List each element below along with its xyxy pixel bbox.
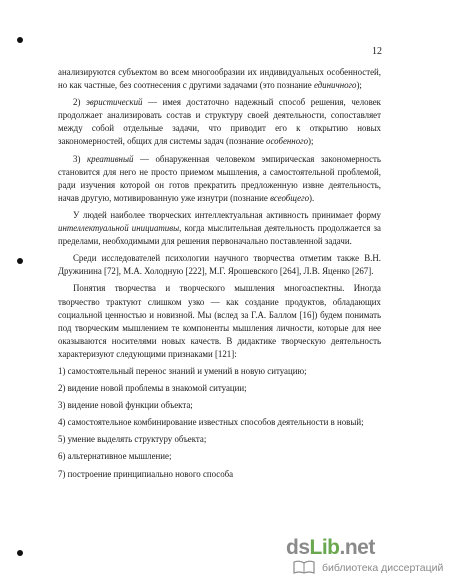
italic-term: особенного	[266, 136, 309, 147]
paragraph	[58, 209, 381, 248]
logo-lib: Lib	[309, 536, 340, 559]
watermark-subtitle: библиотека диссертаций	[322, 562, 444, 574]
text-run: — обнаруженная человеком эмпирическая закономерность становится для него не просто приемом мышления, а самостоятельной проблемой, ради изучения которой он готов прекратить предложенную извне деятельность, начав другую, мотивированную уже изнутри (познание	[58, 153, 381, 203]
text-run: Среди исследователей психологии научного творчества отметим также В.Н. Дружинина [72], М.А. Холодную [222], М.Г. Ярошевского [264], Л.В. Яценко [267].	[58, 253, 381, 277]
list-item: 5) умение выделять структуру объекта;	[58, 434, 207, 445]
text-run: ).	[309, 192, 315, 203]
punch-hole-bottom	[17, 550, 23, 556]
text-run: — имея достаточно надежный способ решения, человек продолжает анализировать состав и структуру своей деятельности, сопоставляет между собой отдельные задачи, что приводит его к открытию новых закономерностей, общих для системы задач (познание	[58, 97, 381, 147]
paragraph	[58, 282, 381, 361]
list-item: 4) самостоятельное комбинирование известных способов деятельности в новый;	[58, 417, 364, 428]
punch-hole-top	[17, 37, 23, 43]
list-item: 6) альтернативное мышление;	[58, 451, 172, 462]
list-item: 7) построение принципиально нового способа	[58, 468, 234, 479]
list-item: 2) видение новой проблемы в знакомой ситуации;	[58, 383, 247, 394]
text-run: );	[308, 136, 314, 147]
paragraph	[58, 96, 381, 148]
italic-term: креативный	[87, 153, 134, 164]
text-run: анализируются субъектом во всем многообразии их индивидуальных особенностей, но как частные, без соотнесения с другими задачами (это познание	[58, 67, 381, 91]
paragraph	[58, 252, 381, 278]
italic-term: единичного	[313, 80, 357, 91]
open-book-icon	[293, 560, 315, 574]
list-item: 1) самостоятельный перенос знаний и умений в новую ситуацию;	[58, 365, 307, 376]
italic-term: эвристический	[86, 97, 143, 108]
body-text	[58, 66, 381, 485]
text-run: У людей наиболее творческих интеллектуальная активность принимает форму	[73, 209, 381, 220]
text-run: );	[356, 80, 362, 91]
dslib-watermark	[286, 536, 446, 578]
watermark-logo	[286, 536, 375, 560]
text-run: , когда мыслительная деятельность продолжается за пределами, необходимыми для решения первоначально поставленной задачи.	[58, 223, 381, 247]
italic-term: всеобщего	[270, 192, 310, 203]
logo-net: .net	[339, 536, 375, 559]
text-run: 2)	[73, 97, 87, 108]
page-number: 12	[372, 46, 382, 57]
logo-ds: ds	[286, 536, 310, 559]
italic-term: интеллектуальной инициативы	[58, 223, 180, 234]
list-item: 3) видение новой функции объекта;	[58, 400, 193, 411]
text-run: 3)	[73, 153, 87, 164]
paragraph	[58, 153, 381, 205]
criteria-list	[58, 365, 381, 481]
paragraph	[58, 66, 381, 92]
text-run: Понятия творчества и творческого мышления многоаспектны. Иногда творчество трактуют слишком узко — как создание продуктов, обладающих социальной ценностью и новизной. Мы (вслед за Г.А. Баллом [16]) будем понимать под творческим мышлением те компоненты мышления личности, которые для нее оказываются носителями новых качеств. В дидактике творческую деятельность характеризуют следующими признаками [121]:	[58, 283, 381, 359]
punch-hole-middle	[17, 258, 23, 264]
